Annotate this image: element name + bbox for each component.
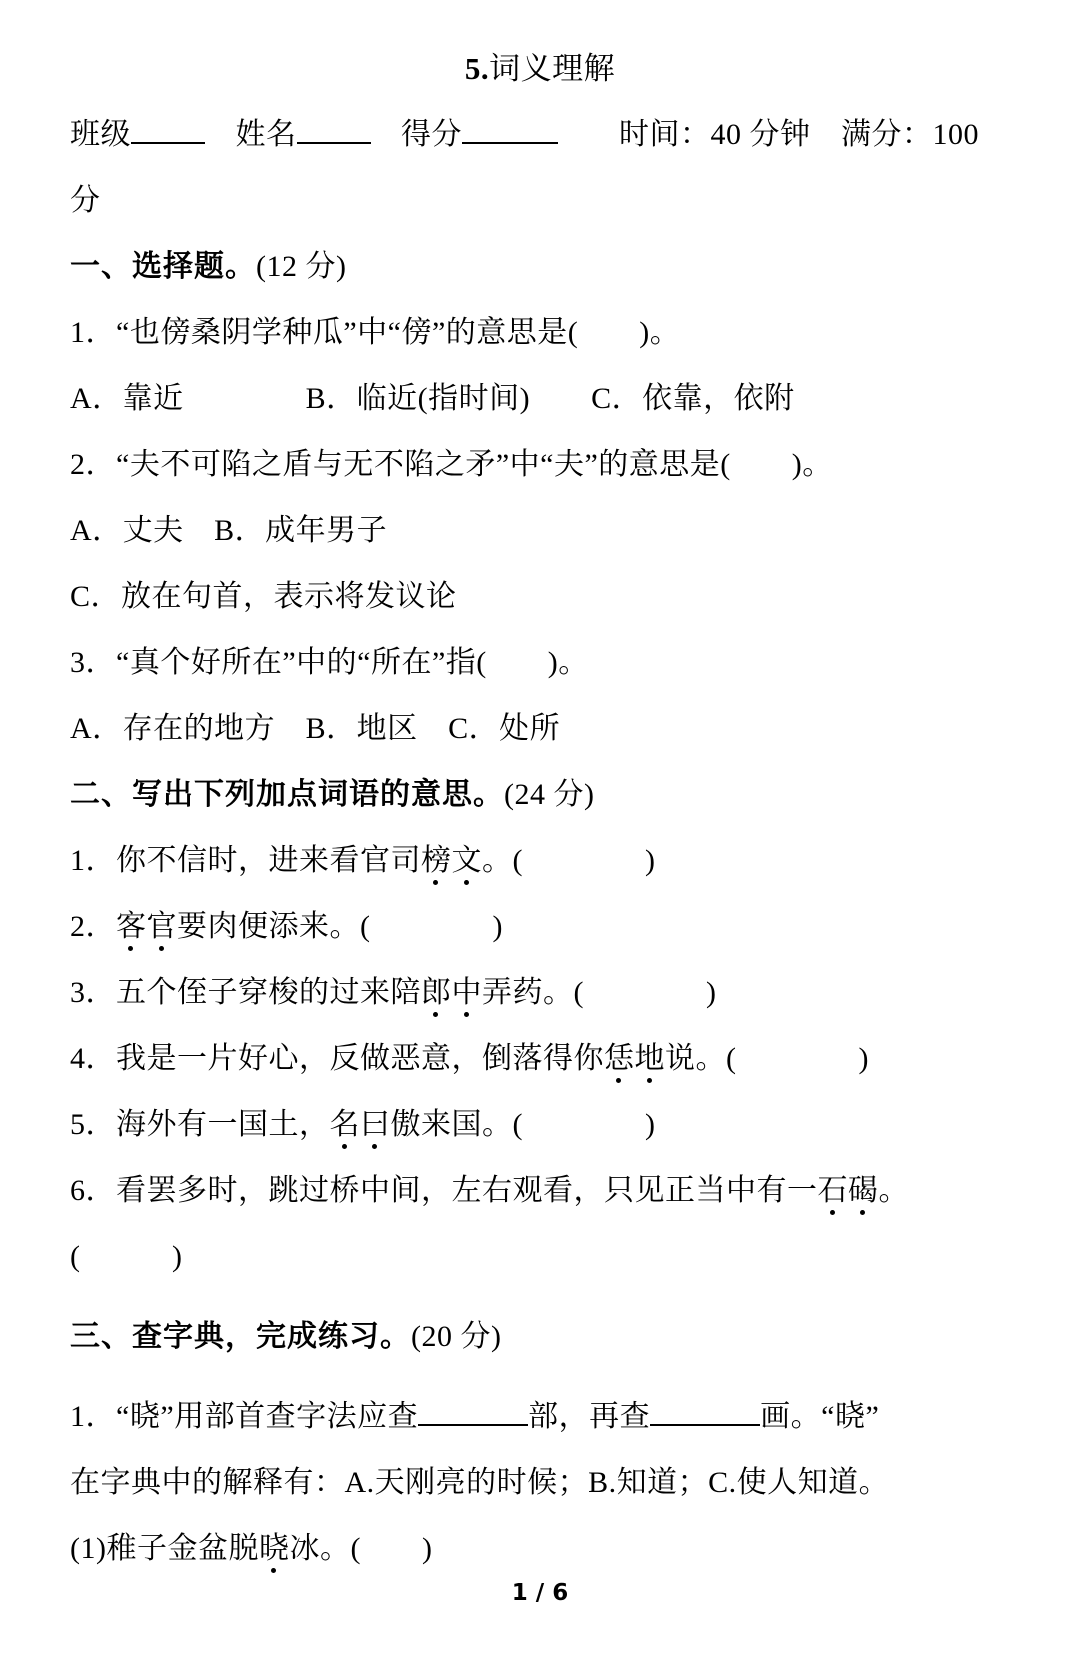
emphasized-char: 碣 — [848, 1174, 879, 1207]
section1-question-1 — [70, 300, 1010, 366]
text: 在字典中的解释有：A.天刚亮的时候；B.知道；C.使人知道。 — [70, 1466, 890, 1499]
text: 。( ) — [482, 844, 656, 877]
text: 画。“晓” — [760, 1400, 880, 1433]
section2-question-6 — [70, 1158, 1010, 1224]
emphasized-char: 地 — [634, 1042, 665, 1075]
section3-question-1-line2 — [70, 1450, 1010, 1516]
section1-question-1-options — [70, 366, 1010, 432]
section1-question-2-option-c — [70, 564, 1010, 630]
text: 要肉便添来。( ) — [177, 910, 503, 943]
text: A．靠近 B．临近(指时间) C．依靠，依附 — [70, 382, 795, 415]
emphasized-char: 晓 — [258, 1532, 290, 1565]
bold-text: 5. — [464, 51, 490, 86]
emphasized-char: 官 — [146, 910, 177, 943]
fill-in-blank — [131, 112, 205, 144]
text: 1．你不信时，进来看官司 — [70, 844, 421, 877]
section2-question-6-answer-paren — [70, 1224, 1010, 1290]
student-info-line — [70, 102, 1010, 234]
section1-question-3 — [70, 630, 1010, 696]
text: (1)稚子金盆脱 — [70, 1532, 259, 1565]
text: 6．看罢多时，跳过桥中间，左右观看，只见正当中有一 — [70, 1174, 818, 1207]
section2-question-5 — [70, 1092, 1010, 1158]
text: 冰。( ) — [289, 1532, 433, 1565]
text: 2． — [70, 910, 116, 943]
text: 词义理解 — [489, 51, 616, 86]
bold-text: 三、查字典，完成练习。 — [70, 1320, 411, 1353]
text: 3．五个侄子穿梭的过来陪 — [70, 976, 421, 1009]
fill-in-blank — [297, 112, 371, 144]
section3-question-1-sub1 — [70, 1516, 1010, 1582]
text: (24 分) — [504, 778, 595, 811]
bold-text: 一、选择题。 — [70, 250, 256, 283]
text: 4．我是一片好心，反做恶意，倒落得你 — [70, 1042, 604, 1075]
page-number: 1 / 6 — [511, 1580, 569, 1606]
fill-in-blank — [462, 112, 558, 144]
text: 时间：40 分钟 满分：100 分 — [70, 118, 987, 217]
section1-question-3-options — [70, 696, 1010, 762]
text: (20 分) — [411, 1320, 502, 1353]
emphasized-char: 曰 — [360, 1108, 391, 1141]
text: 1．“也傍桑阴学种瓜”中“傍”的意思是( )。 — [70, 316, 681, 349]
text: 5．海外有一国土， — [70, 1108, 330, 1141]
section-3-heading — [70, 1304, 1010, 1370]
text: 3．“真个好所在”中的“所在”指( )。 — [70, 646, 589, 679]
text: 弄药。( ) — [482, 976, 717, 1009]
text: 姓名 — [205, 118, 297, 151]
text: 2．“夫不可陷之盾与无不陷之矛”中“夫”的意思是( )。 — [70, 448, 833, 481]
emphasized-char: 中 — [451, 976, 482, 1009]
section1-question-2-options-ab — [70, 498, 1010, 564]
text: (12 分) — [256, 250, 347, 283]
fill-in-blank — [650, 1394, 760, 1426]
section-1-heading — [70, 234, 1010, 300]
emphasized-char: 石 — [817, 1174, 848, 1207]
text: 部，再查 — [528, 1400, 651, 1433]
text: A．丈夫 B．成年男子 — [70, 514, 388, 547]
section2-question-4 — [70, 1026, 1010, 1092]
section2-question-3 — [70, 960, 1010, 1026]
text: 傲来国。( ) — [390, 1108, 656, 1141]
text: 班级 — [70, 118, 131, 151]
text: A．存在的地方 B．地区 C．处所 — [70, 712, 561, 745]
emphasized-char: 文 — [451, 844, 482, 877]
text: C．放在句首，表示将发议论 — [70, 580, 457, 613]
section1-question-2 — [70, 432, 1010, 498]
section2-question-2 — [70, 894, 1010, 960]
text: ( ) — [70, 1240, 183, 1273]
section-2-heading — [70, 762, 1010, 828]
bold-text: 二、写出下列加点词语的意思。 — [70, 778, 504, 811]
emphasized-char: 郎 — [421, 976, 452, 1009]
section2-question-1 — [70, 828, 1010, 894]
exam-title — [70, 36, 1010, 102]
section3-question-1-line1 — [70, 1384, 1010, 1450]
text: 。 — [878, 1174, 909, 1207]
emphasized-char: 名 — [329, 1108, 360, 1141]
fill-in-blank — [418, 1394, 528, 1426]
emphasized-char: 恁 — [604, 1042, 635, 1075]
text: 说。( ) — [665, 1042, 869, 1075]
text: 1．“晓”用部首查字法应查 — [70, 1400, 419, 1433]
emphasized-char: 榜 — [421, 844, 452, 877]
text: 得分 — [370, 118, 462, 151]
emphasized-char: 客 — [116, 910, 147, 943]
